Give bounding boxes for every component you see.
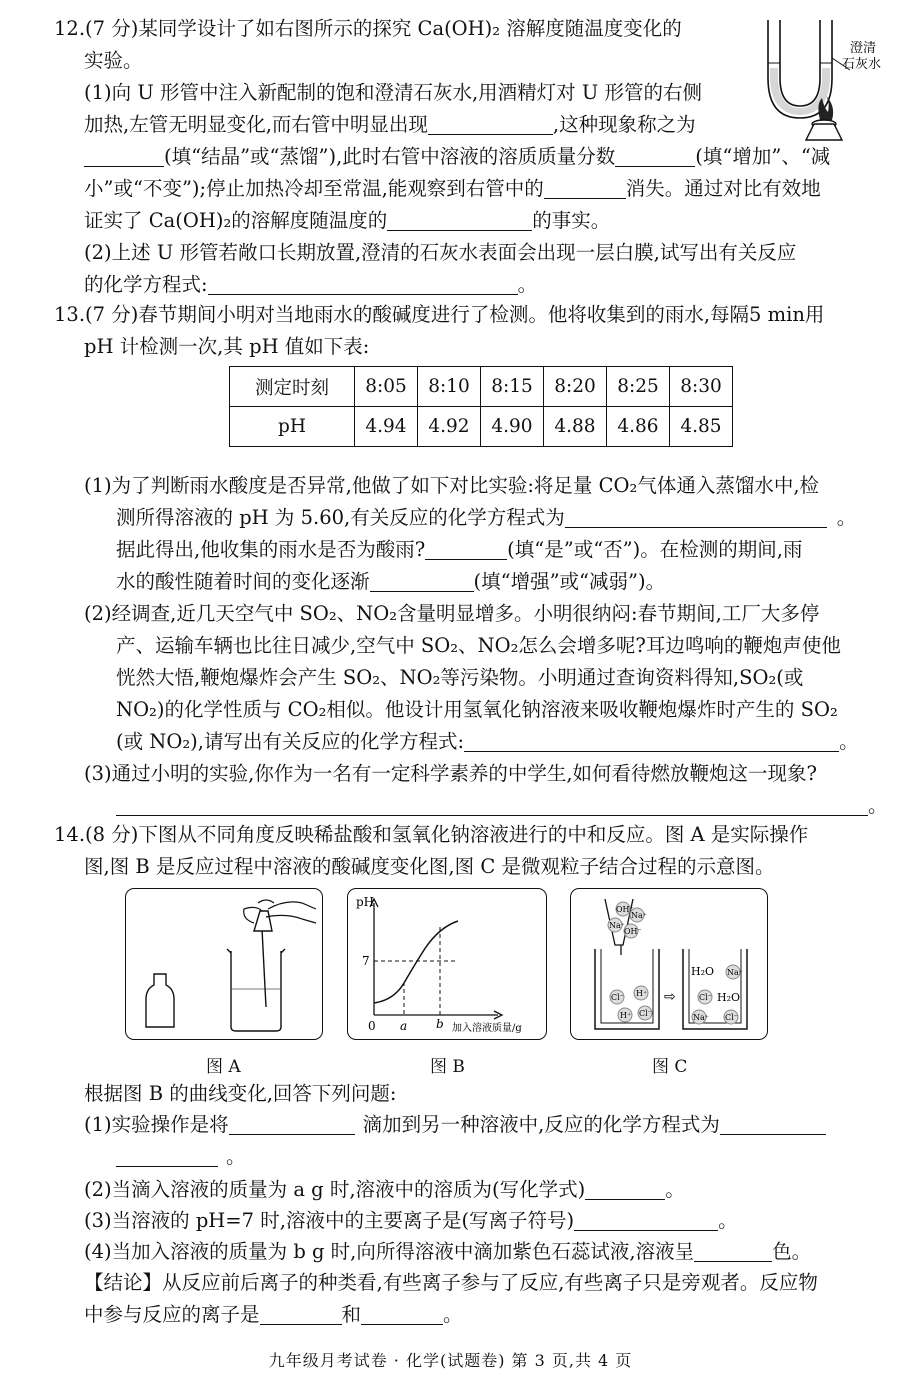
q13-line-2: pH 计检测一次,其 pH 值如下表: — [84, 335, 370, 358]
q13-p1-line-4 — [116, 567, 665, 597]
q12-line-7 — [84, 206, 610, 236]
q13-text: (填“增强”或“减弱”)。 — [473, 570, 666, 593]
q13-text: 。 — [836, 506, 857, 529]
q12-blank-4[interactable] — [544, 178, 626, 199]
q12-line-8: (2)上述 U 形管若敞口长期放置,澄清的石灰水表面会出现一层白膜,试写出有关反应 — [84, 241, 797, 264]
q12-text: 小”或“不变”);停止加热冷却至常温,能观察到右管中的 — [84, 177, 544, 200]
q12-text: 加热,左管无明显变化,而右管中明显出现 — [84, 113, 428, 136]
q14-blank-5[interactable] — [574, 1210, 718, 1231]
table-cell: 4.85 — [670, 407, 733, 447]
particle-na: Na⁺ — [727, 968, 743, 977]
q14-blank-1[interactable] — [229, 1114, 355, 1135]
q14-blank-4[interactable] — [585, 1179, 665, 1200]
table-cell: 4.86 — [607, 407, 670, 447]
particle-cl: Cl⁻ — [611, 993, 624, 1002]
particle-cl: Cl⁻ — [639, 1009, 652, 1018]
q14-text: 。 — [443, 1303, 463, 1326]
table-row — [230, 407, 733, 447]
q12-text: ,这种现象称之为 — [552, 113, 696, 136]
table-cell: 8:05 — [355, 367, 418, 407]
q13-blank-2[interactable] — [425, 539, 507, 560]
q14-text: 滴加到另一种溶液中,反应的化学方程式为 — [362, 1113, 720, 1136]
q12-line-9 — [84, 270, 537, 300]
q13-p2-line-1: (2)经调查,近几天空气中 SO₂、NO₂含量明显增多。小明很纳闷:春节期间,工厂大多停 — [84, 602, 820, 625]
figure-b-caption: 图 B — [430, 1057, 465, 1077]
particle-h: H⁺ — [636, 989, 648, 998]
q14-text: 。 — [718, 1209, 738, 1232]
q13-text: 测所得溶液的 pH 为 5.60,有关反应的化学方程式为 — [116, 506, 565, 529]
particle-na: Na⁺ — [609, 921, 625, 930]
table-cell: 8:30 — [670, 367, 733, 407]
dropper-beaker-drawing — [126, 889, 322, 1039]
q14-text: 中参与反应的离子是 — [84, 1303, 260, 1326]
q13-blank-4[interactable] — [464, 731, 839, 752]
table-cell: 8:25 — [607, 367, 670, 407]
q12-line-1: 12.(7 分)某同学设计了如右图所示的探究 Ca(OH)₂ 溶解度随温度变化的 — [54, 17, 682, 40]
particle-cl: Cl⁻ — [699, 993, 712, 1002]
q12-line-2: 实验。 — [84, 49, 143, 72]
q12-blank-1[interactable] — [428, 114, 553, 135]
q14-s3 — [84, 1206, 738, 1236]
q14-s4 — [84, 1237, 811, 1267]
q12-blank-6[interactable] — [208, 274, 518, 295]
q12-text: 消失。通过对比有效地 — [625, 177, 821, 200]
table-cell: 4.88 — [544, 407, 607, 447]
q14-text: (3)当溶液的 pH=7 时,溶液中的主要离子是(写离子符号) — [84, 1209, 575, 1232]
table-cell: 4.92 — [418, 407, 481, 447]
figb-y7-label: 7 — [362, 954, 370, 968]
particle-oh: OH⁻ — [616, 905, 634, 914]
q12-text: 的化学方程式: — [84, 273, 208, 296]
q12-text: (填“增加”、“减 — [695, 145, 831, 168]
q14-line-2: 图,图 B 是反应过程中溶液的酸碱度变化图,图 C 是微观粒子结合过程的示意图。 — [84, 855, 775, 878]
table-header-cell: pH — [230, 407, 355, 447]
particle-diagram — [571, 889, 767, 1039]
q13-text: 。 — [839, 730, 859, 753]
figb-origin-label: 0 — [368, 1019, 376, 1033]
q13-text: (或 NO₂),请写出有关反应的化学方程式: — [116, 730, 465, 753]
q13-p3-line-1: (3)通过小明的实验,你作为一名有一定科学素养的中学生,如何看待燃放鞭炮这一现象? — [84, 762, 817, 785]
q14-conclusion-line-1: 【结论】从反应前后离子的种类看,有些离子参与了反应,有些离子只是旁观者。反应物 — [84, 1271, 818, 1294]
q14-text: (2)当滴入溶液的质量为 a g 时,溶液中的溶质为(写化学式) — [84, 1178, 586, 1201]
figure-a — [125, 888, 323, 1040]
q14-s1-line-2 — [116, 1142, 246, 1172]
q12-blank-5[interactable] — [387, 210, 532, 231]
q14-text: (4)当加入溶液的质量为 b g 时,向所得溶液中滴加紫色石蕊试液,溶液呈 — [84, 1240, 695, 1263]
ph-table — [229, 366, 733, 447]
q14-line-1: 14.(8 分)下图从不同角度反映稀盐酸和氢氧化钠溶液进行的中和反应。图 A 是实际操作 — [54, 823, 809, 846]
figb-xlabel: 加入溶液质量/g — [452, 1023, 522, 1034]
q13-blank-5[interactable] — [116, 795, 868, 816]
particle-na: Na⁺ — [631, 911, 647, 920]
particle-h2o: H₂O — [717, 991, 741, 1004]
figb-b-label: b — [436, 1017, 444, 1031]
q13-blank-1[interactable] — [565, 507, 827, 528]
particle-na: Na⁺ — [693, 1013, 709, 1022]
q13-p1-line-3 — [116, 535, 802, 565]
q12-text: (填“结晶”或“蒸馏”),此时右管中溶液的溶质质量分数 — [164, 145, 616, 168]
fig-label-line-1: 澄清 — [850, 41, 877, 56]
figure-b — [347, 888, 547, 1040]
table-cell: 8:15 — [481, 367, 544, 407]
q13-text: (填“是”或“否”)。在检测的期间,雨 — [507, 538, 803, 561]
q14-intro: 根据图 B 的曲线变化,回答下列问题: — [84, 1082, 397, 1105]
particle-cl: Cl⁻ — [725, 1013, 738, 1022]
q13-p2-line-4: NO₂)的化学性质与 CO₂相似。他设计用氢氧化钠溶液来吸收鞭炮爆炸时产生的 SO₂ — [116, 698, 838, 721]
q13-blank-3[interactable] — [370, 571, 474, 592]
q14-text: 。 — [665, 1178, 685, 1201]
q12-blank-3[interactable] — [615, 146, 695, 167]
q13-p1-line-2 — [116, 503, 856, 533]
q13-text: 。 — [868, 794, 888, 817]
u-tube-figure — [758, 18, 888, 143]
figb-ylabel: pH — [356, 895, 375, 909]
q14-text: 色。 — [772, 1240, 812, 1263]
q14-blank-7[interactable] — [260, 1304, 342, 1325]
q14-blank-2[interactable] — [720, 1114, 826, 1135]
q12-line-5 — [84, 142, 830, 172]
q12-text: 。 — [517, 273, 538, 296]
particle-h: H⁺ — [620, 1011, 632, 1020]
table-header-cell: 测定时刻 — [230, 367, 355, 407]
q14-text: (1)实验操作是将 — [84, 1113, 229, 1136]
q14-text: 和 — [341, 1303, 362, 1326]
table-cell: 8:20 — [544, 367, 607, 407]
q13-p2-line-5 — [116, 727, 859, 757]
particle-oh: OH⁻ — [624, 927, 642, 936]
page-footer: 九年级月考试卷 · 化学(试题卷) 第 3 页,共 4 页 — [268, 1351, 633, 1370]
particle-h2o: H₂O — [691, 965, 715, 978]
q12-line-4 — [84, 110, 696, 140]
q12-text: 证实了 Ca(OH)₂的溶解度随温度的 — [84, 209, 388, 232]
q13-p2-line-3: 恍然大悟,鞭炮爆炸会产生 SO₂、NO₂等污染物。小明通过查询资料得知,SO₂(或 — [116, 666, 804, 689]
q13-text: 据此得出,他收集的雨水是否为酸雨? — [116, 538, 426, 561]
q14-s2 — [84, 1175, 685, 1205]
q12-text: 的事实。 — [532, 209, 611, 232]
reaction-arrow: ⇨ — [664, 989, 676, 1005]
table-cell: 8:10 — [418, 367, 481, 407]
q12-blank-2[interactable] — [84, 146, 164, 167]
q13-p3-line-2 — [116, 791, 888, 821]
q12-line-6 — [84, 174, 821, 204]
q13-text: 水的酸性随着时间的变化逐渐 — [116, 570, 370, 593]
ph-curve-chart — [348, 889, 546, 1039]
q13-p2-line-2: 产、运输车辆也比往日减少,空气中 SO₂、NO₂怎么会增多呢?耳边鸣响的鞭炮声使他 — [116, 634, 841, 657]
table-cell: 4.94 — [355, 407, 418, 447]
q14-blank-6[interactable] — [694, 1241, 772, 1262]
q14-s1-line-1 — [84, 1110, 826, 1140]
figb-a-label: a — [400, 1019, 408, 1033]
q14-blank-8[interactable] — [361, 1304, 443, 1325]
q13-p1-line-1: (1)为了判断雨水酸度是否异常,他做了如下对比实验:将足量 CO₂气体通入蒸馏水中,检 — [84, 474, 820, 497]
figure-c — [570, 888, 768, 1040]
q14-blank-3[interactable] — [116, 1146, 218, 1167]
figure-c-caption: 图 C — [652, 1057, 688, 1077]
q14-text: 。 — [226, 1145, 246, 1168]
table-cell: 4.90 — [481, 407, 544, 447]
q13-line-1: 13.(7 分)春节期间小明对当地雨水的酸碱度进行了检测。他将收集到的雨水,每隔5 min用 — [54, 303, 825, 326]
figure-a-caption: 图 A — [206, 1057, 241, 1077]
q12-line-3: (1)向 U 形管中注入新配制的饱和澄清石灰水,用酒精灯对 U 形管的右侧 — [84, 81, 702, 104]
fig-label-line-2: 石灰水 — [842, 57, 882, 72]
table-row — [230, 367, 733, 407]
q14-conclusion-line-2 — [84, 1300, 463, 1330]
